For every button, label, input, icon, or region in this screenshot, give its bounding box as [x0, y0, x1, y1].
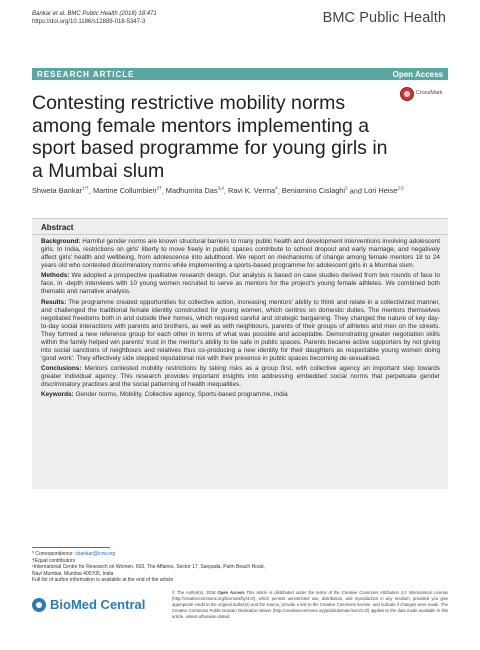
- biomed-central-logo-icon: [32, 598, 46, 612]
- author: Martine Collumbien$^{2\dagger}$: [93, 186, 162, 196]
- citation-block: [32, 10, 157, 26]
- author: Beniamino Cislaghi$^2$: [281, 186, 348, 196]
- doi-link[interactable]: https://doi.org/10.1186/s12889-018-5347-3: [32, 19, 146, 25]
- article-type-banner: [32, 68, 448, 80]
- publisher-name: BioMed Central: [50, 597, 146, 612]
- author-list: Shweta Bankar$^{1*\dagger}$, Martine Collumbien$^{2\dagger}$, Madhumita Das$^{3,4}$, Ravi K. Verma$^4$, Beniamino Cislaghi$^2$ and Lori Heise$^{2,5}$: [32, 186, 404, 196]
- open-access-label: Open Access: [392, 69, 443, 79]
- journal-name: BMC Public Health: [322, 10, 446, 26]
- article-title: Contesting restrictive mobility norms among female mentors implementing a sport based programme for young girls in a Mumbai slum: [32, 92, 388, 182]
- crossmark-label: CrossMark: [416, 90, 443, 96]
- article-type-label: RESEARCH ARTICLE: [37, 69, 135, 79]
- abstract-body: [41, 238, 440, 401]
- abstract-heading: Abstract: [41, 223, 74, 232]
- affiliation-note: ¹International Centre for Research on Women, 603, The Affaires, Sector 17, Sanpada, Palm Beach Road, Navi Mumbai, Mumbai 400705, India: [32, 564, 265, 577]
- footnotes: [32, 551, 272, 584]
- license-notice: © The Author(s). 2018 Open Access This article is distributed under the terms of the Creative Commons Attribution 4.0 International License (http://creativecommons.org/licenses/by/4.0/), which permits unrestricted use, distribution, and reproduction in any medium, provided you give appropriate credit to the original author(s) and the source, provide a link to the Creative Commons license, and indicate if changes were made. The Creative Commons Public Domain Dedication waiver (http://creativecommons.org/publicdomain/zero/1.0/) applies to the data made available in this article, unless otherwise stated.: [172, 590, 448, 620]
- author: Madhumita Das$^{3,4}$: [165, 186, 224, 196]
- abstract-box: [32, 218, 448, 489]
- citation-line: Bankar et al. BMC Public Health (2018) 18:471: [32, 11, 157, 17]
- author: Ravi K. Verma$^4$: [227, 186, 278, 196]
- footnote-divider: [32, 547, 110, 548]
- abstract-conclusions: Conclusions: Mentors contested mobility restrictions by taking risks as a group first, with collective agency an important step towards greater individual agency. This research provides important insights into addressing embedded social norms that perpetuate gender discriminatory practices and the social patterning of health inequalities.: [41, 364, 440, 388]
- author: Lori Heise$^{2,5}$: [364, 186, 404, 196]
- crossmark-icon: [400, 87, 414, 101]
- equal-contributors-note: †Equal contributors: [32, 557, 76, 564]
- author: Shweta Bankar$^{1*\dagger}$: [32, 186, 89, 196]
- abstract-results: Results: The programme created opportunities for collective action, increasing mentors' ability to think and relate in a collectivized manner, and challenged the traditional female identity constructed for young women, which centres on domestic duties. The mentors themselves negotiated freedoms both in and outside their homes, which required careful and strategic bargaining. They changed the nature of key day-to-day social interactions with parents and brothers, as well as with neighbours, parents of their groups of athletes and men on the streets. They formed a new reference group for each other in terms of what was possible and acceptable. Demonstrating greater negotiation skills within the family helped win parents' trust in the mentor's ability to be safe in public spaces. Parents became active supporters by not giving into social sanctions of neighbours and relatives thus co-producing a new identity for their daughters as respectable young women doing 'good work'. They effectively side stepped reputational risk with their presence in public spaces becoming de-sexualised.: [41, 298, 440, 362]
- abstract-methods: Methods: We adopted a prospective qualitative research design. Our analysis is based on case studies derived from two rounds of face to face, in -depth interviews with 10 young women recruited to serve as mentors for the project's young female athletes. We combined both thematic and narrative analysis.: [41, 272, 440, 296]
- abstract-divider: [32, 234, 448, 235]
- abstract-keywords: Keywords: Gender norms, Mobility, Collective agency, Sports-based programme, India: [41, 391, 288, 399]
- correspondence: * Correspondence: sbankar@icrw.org: [32, 551, 116, 557]
- abstract-background: Background: Harmful gender norms are known structural barriers to many public health and development interventions involving adolescent girls. In India, restrictions on girls' liberty to move freely in public spaces contribute to school dropout and early marriage, and negatively affect girls' health and wellbeing, from adolescence into adulthood. We report on mechanisms of change among female mentors 18 to 24 years old who contested discriminatory norms while implementing a sports-based programme for adolescent girls in a Mumbai slum.: [41, 238, 440, 269]
- author-info-note: Full list of author information is available at the end of the article: [32, 577, 174, 584]
- correspondence-email-link[interactable]: sbankar@icrw.org: [75, 551, 116, 557]
